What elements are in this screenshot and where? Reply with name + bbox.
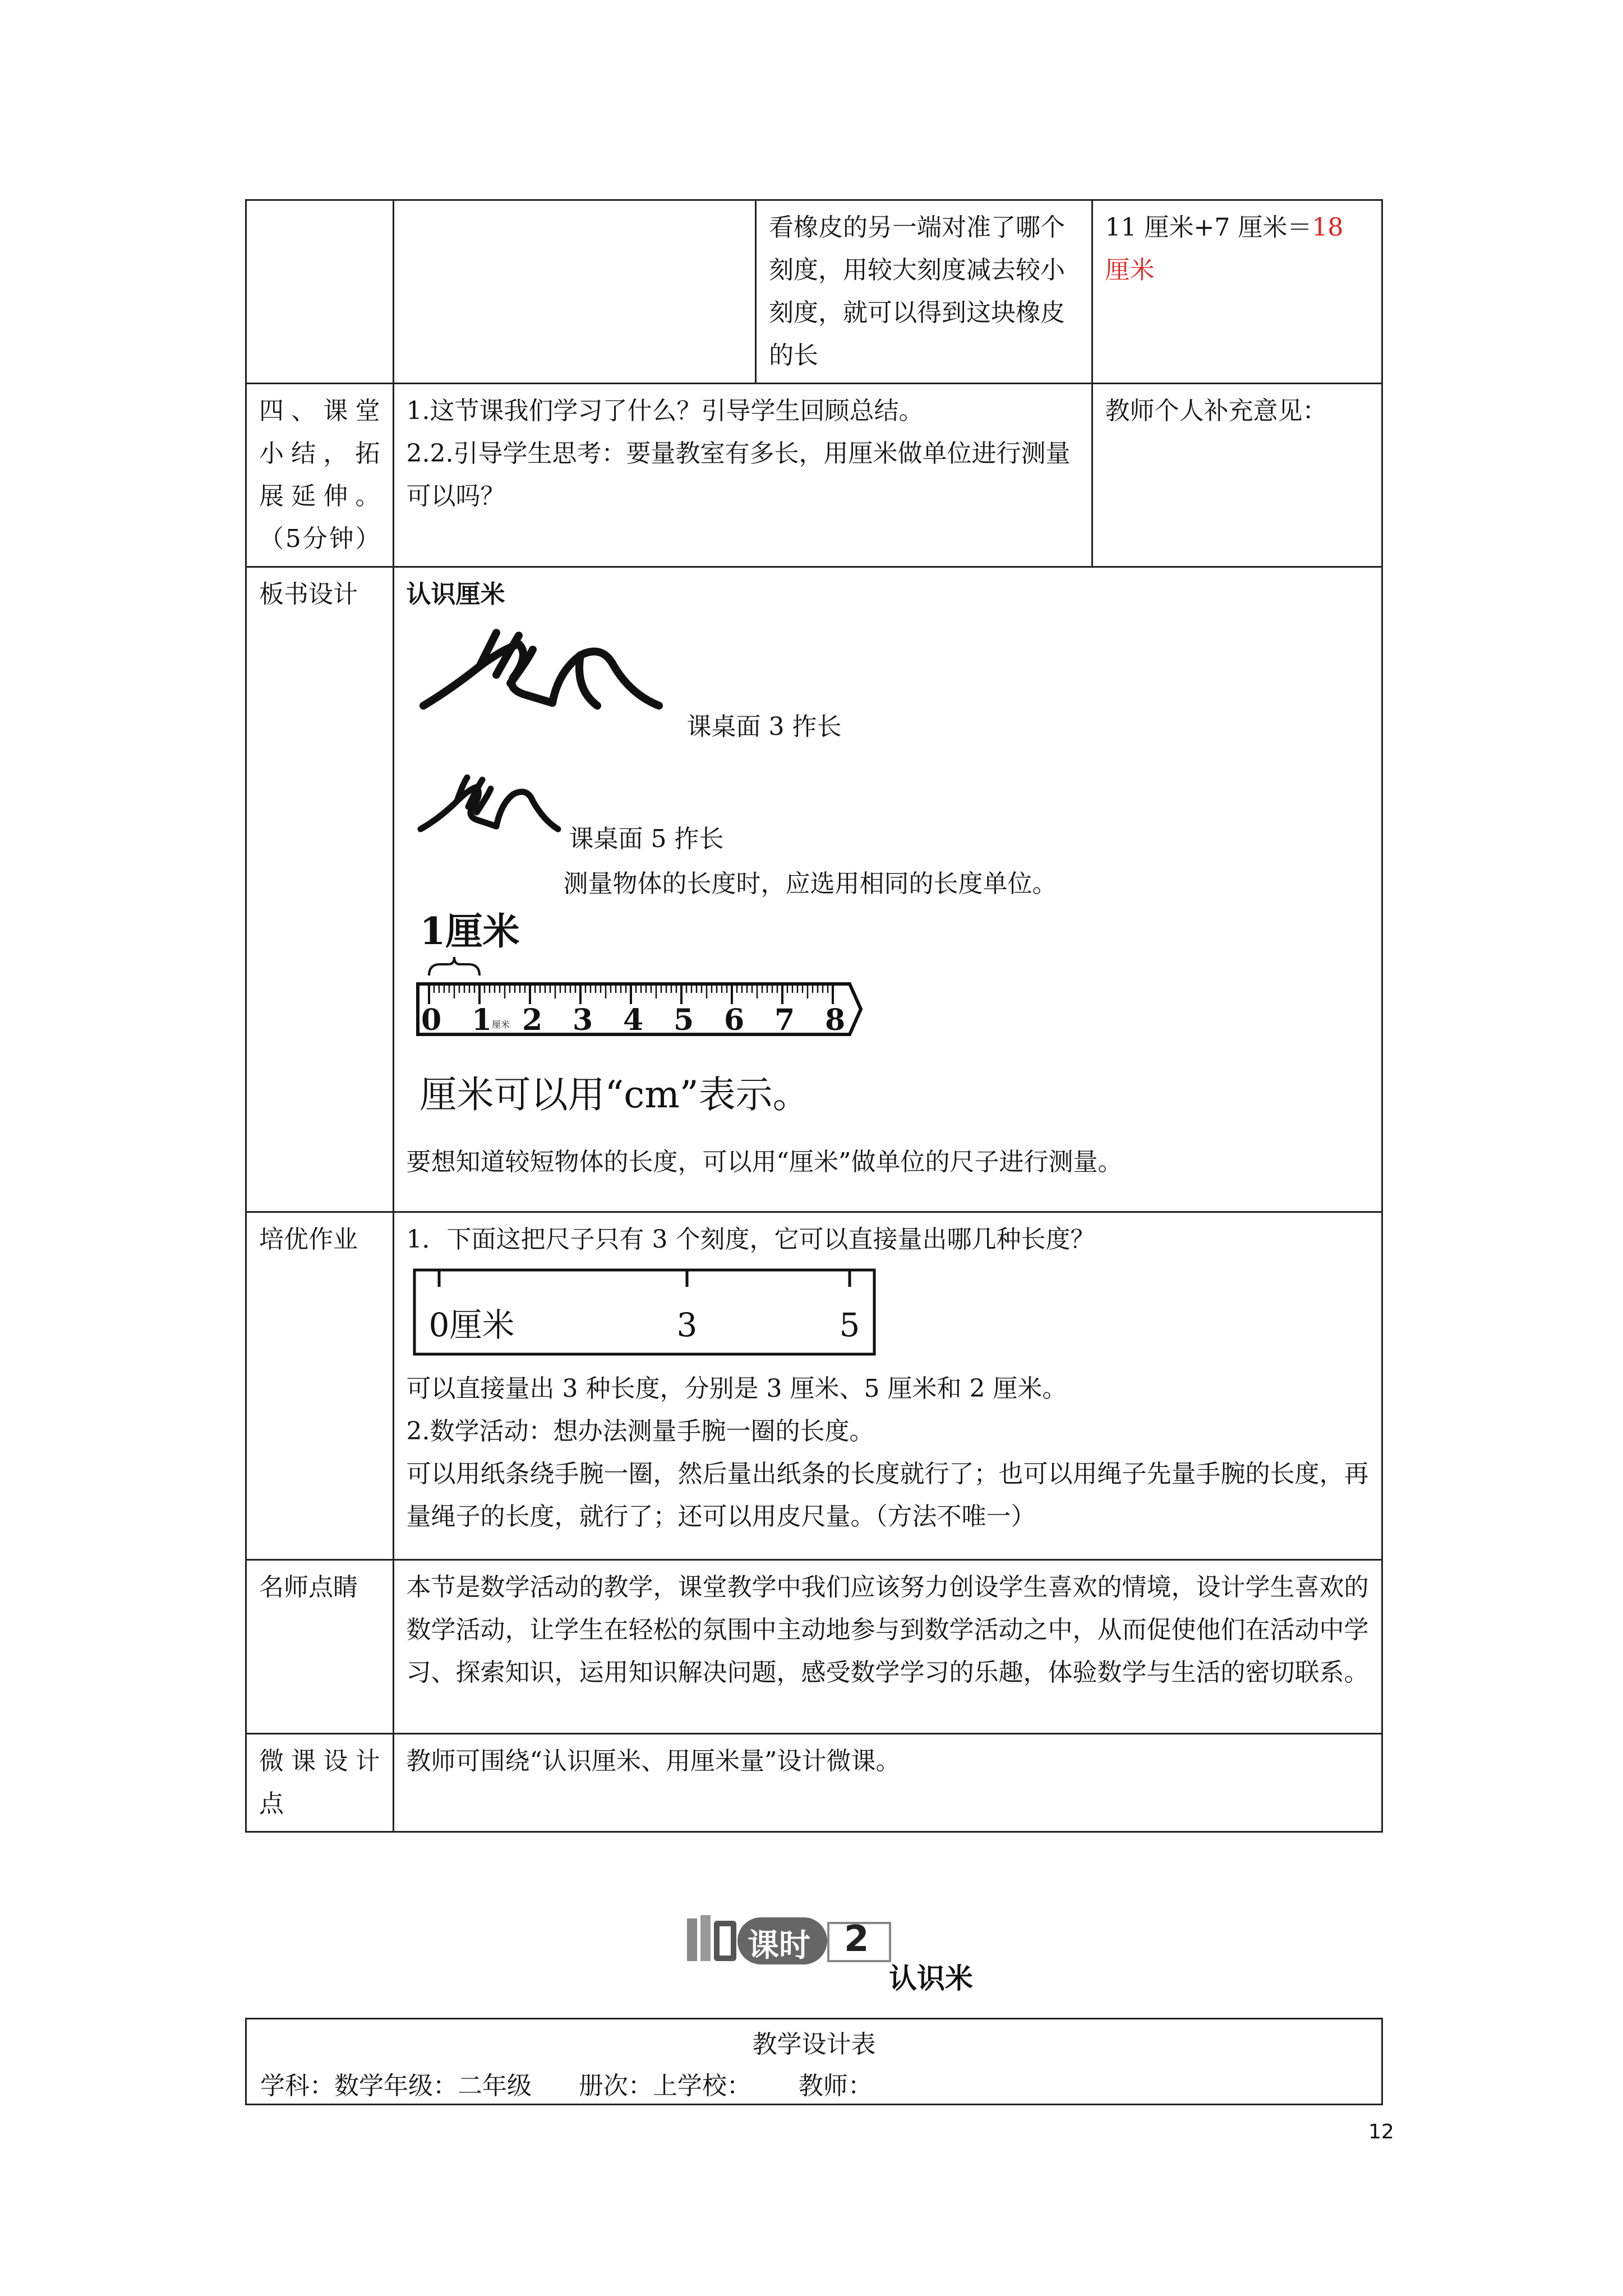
homework-label: 培优作业 <box>259 1225 358 1254</box>
hand-span-figure-1 <box>407 616 1369 756</box>
ruler-unit-small: 厘米 <box>491 1019 510 1030</box>
table-row-summary <box>246 384 1382 567</box>
ruler-number-8: 8 <box>824 1003 845 1037</box>
ruler-1cm-label: 1厘米 <box>419 909 520 953</box>
homework-answer-1: 可以直接量出 3 种长度，分别是 3 厘米、5 厘米和 2 厘米。 <box>406 1374 1067 1403</box>
cell-teacher-insight-content <box>393 1560 1382 1734</box>
ruler-number-5: 5 <box>673 1003 694 1037</box>
summary-label-line-3: 展延伸。 <box>259 482 380 510</box>
cell-homework-content <box>393 1212 1382 1560</box>
table-row-continued <box>246 200 1382 384</box>
teacher-note-label: 教师个人补充意见： <box>1105 397 1327 425</box>
summary-label-line-4: （5分钟） <box>259 524 380 553</box>
ruler-number-4: 4 <box>623 1003 643 1037</box>
equation-answer: 18 <box>1312 213 1344 242</box>
cell-empty-1 <box>246 200 394 384</box>
same-unit-text: 测量物体的长度时，应选用相同的长度单位。 <box>563 869 1057 898</box>
micro-lesson-label-line-2: 点 <box>259 1789 284 1818</box>
equation-text: 11 厘米+7 厘米＝ <box>1105 213 1312 242</box>
design-table-title: 教学设计表 <box>752 2030 876 2059</box>
cell-micro-lesson-content <box>393 1734 1382 1832</box>
design-table-meta: 学科：数学年级：二年级 册次：上学校： 教师： <box>260 2072 873 2100</box>
cell-board-content <box>393 567 1382 1212</box>
design-table <box>245 2018 1383 2105</box>
cell-student-activity <box>1092 200 1382 384</box>
table-row-homework <box>246 1212 1382 1560</box>
homework-answer-2: 可以用纸条绕手腕一圈，然后量出纸条的长度就行了；也可以用绳子先量手腕的长度，再量绳子的长度，就行了；还可以用皮尺量。（方法不唯一） <box>406 1460 1369 1531</box>
cell-micro-lesson-label <box>246 1734 394 1832</box>
lesson-number: 2 <box>844 1918 869 1960</box>
board-conclusion: 要想知道较短物体的长度，可以用“厘米”做单位的尺子进行测量。 <box>406 1148 1123 1176</box>
cm-notation-text: 厘米可以用“cm”表示。 <box>419 1073 810 1116</box>
ruler-mark-0: 0厘米 <box>428 1306 515 1344</box>
ruler-brace <box>429 957 479 976</box>
homework-question-1: 1．下面这把尺子只有 3 个刻度，它可以直接量出哪几种长度？ <box>406 1225 1095 1254</box>
hand-span-figure-2 <box>407 756 1369 863</box>
cell-summary-label <box>246 384 394 567</box>
cell-board-label <box>246 567 394 1212</box>
ruler-number-2: 2 <box>522 1003 542 1037</box>
table-row-teacher-insight <box>246 1560 1382 1734</box>
homework-question-2: 2.数学活动：想办法测量手腕一圈的长度。 <box>406 1417 874 1446</box>
cell-teacher-activity <box>756 200 1092 384</box>
hand-span-caption-1: 课桌面 3 拃长 <box>686 712 842 741</box>
summary-item-2: 2.2.引导学生思考：要量教室有多长，用厘米做单位进行测量可以吗？ <box>406 439 1071 510</box>
teacher-insight-label: 名师点睛 <box>259 1573 358 1602</box>
cell-homework-label <box>246 1212 394 1560</box>
ruler-mark-5: 5 <box>839 1306 860 1344</box>
ruler-number-6: 6 <box>723 1003 744 1037</box>
board-label: 板书设计 <box>259 580 358 609</box>
hand-span-small-icon <box>412 767 564 852</box>
table-row-board <box>246 567 1382 1212</box>
three-mark-ruler-figure <box>407 1261 1369 1368</box>
cell-summary-content <box>393 384 1092 567</box>
ruler-number-7: 7 <box>774 1003 795 1037</box>
hand-span-icon <box>412 622 670 734</box>
lesson-badge-label: 课时 <box>748 1927 810 1964</box>
centimeter-ruler-figure <box>407 905 1369 1141</box>
summary-label-line-1: 四、课堂 <box>259 397 380 425</box>
teacher-insight-text: 本节是数学活动的教学，课堂教学中我们应该努力创设学生喜欢的情境，设计学生喜欢的数学活动，让学生在轻松的氛围中主动地参与到数学活动之中，从而促使他们在活动中学习、探索知识，运用知识解决问题，感受数学学习的乐趣，体验数学与生活的密切联系。 <box>406 1573 1369 1687</box>
cell-summary-note <box>1092 384 1382 567</box>
cell-teacher-insight-label <box>246 1560 394 1734</box>
measure-explanation: 看橡皮的另一端对准了哪个刻度，用较大刻度减去较小刻度，就可以得到这块橡皮的长 <box>769 213 1066 370</box>
lesson-plan-table <box>245 199 1383 1833</box>
hand-span-caption-2: 课桌面 5 拃长 <box>569 825 724 853</box>
summary-item-1: 1.这节课我们学习了什么？引导学生回顾总结。 <box>406 397 924 425</box>
table-row-micro-lesson <box>246 1734 1382 1832</box>
ruler-mark-3: 3 <box>676 1306 698 1344</box>
micro-lesson-text: 教师可围绕“认识厘米、用厘米量”设计微课。 <box>406 1747 901 1775</box>
equation-unit: 厘米 <box>1105 256 1155 284</box>
cell-empty-2 <box>393 200 756 384</box>
ruler-number-1: 1 <box>471 1003 492 1037</box>
ruler-number-0: 0 <box>421 1003 441 1037</box>
summary-label-line-2: 小结，拓 <box>259 439 380 468</box>
micro-lesson-label-line-1: 微课设计 <box>259 1747 380 1775</box>
page-number: 12 <box>1368 2120 1394 2143</box>
ruler-number-3: 3 <box>572 1003 593 1037</box>
board-title: 认识厘米 <box>406 580 505 609</box>
lesson-title: 认识米 <box>889 1962 973 1995</box>
